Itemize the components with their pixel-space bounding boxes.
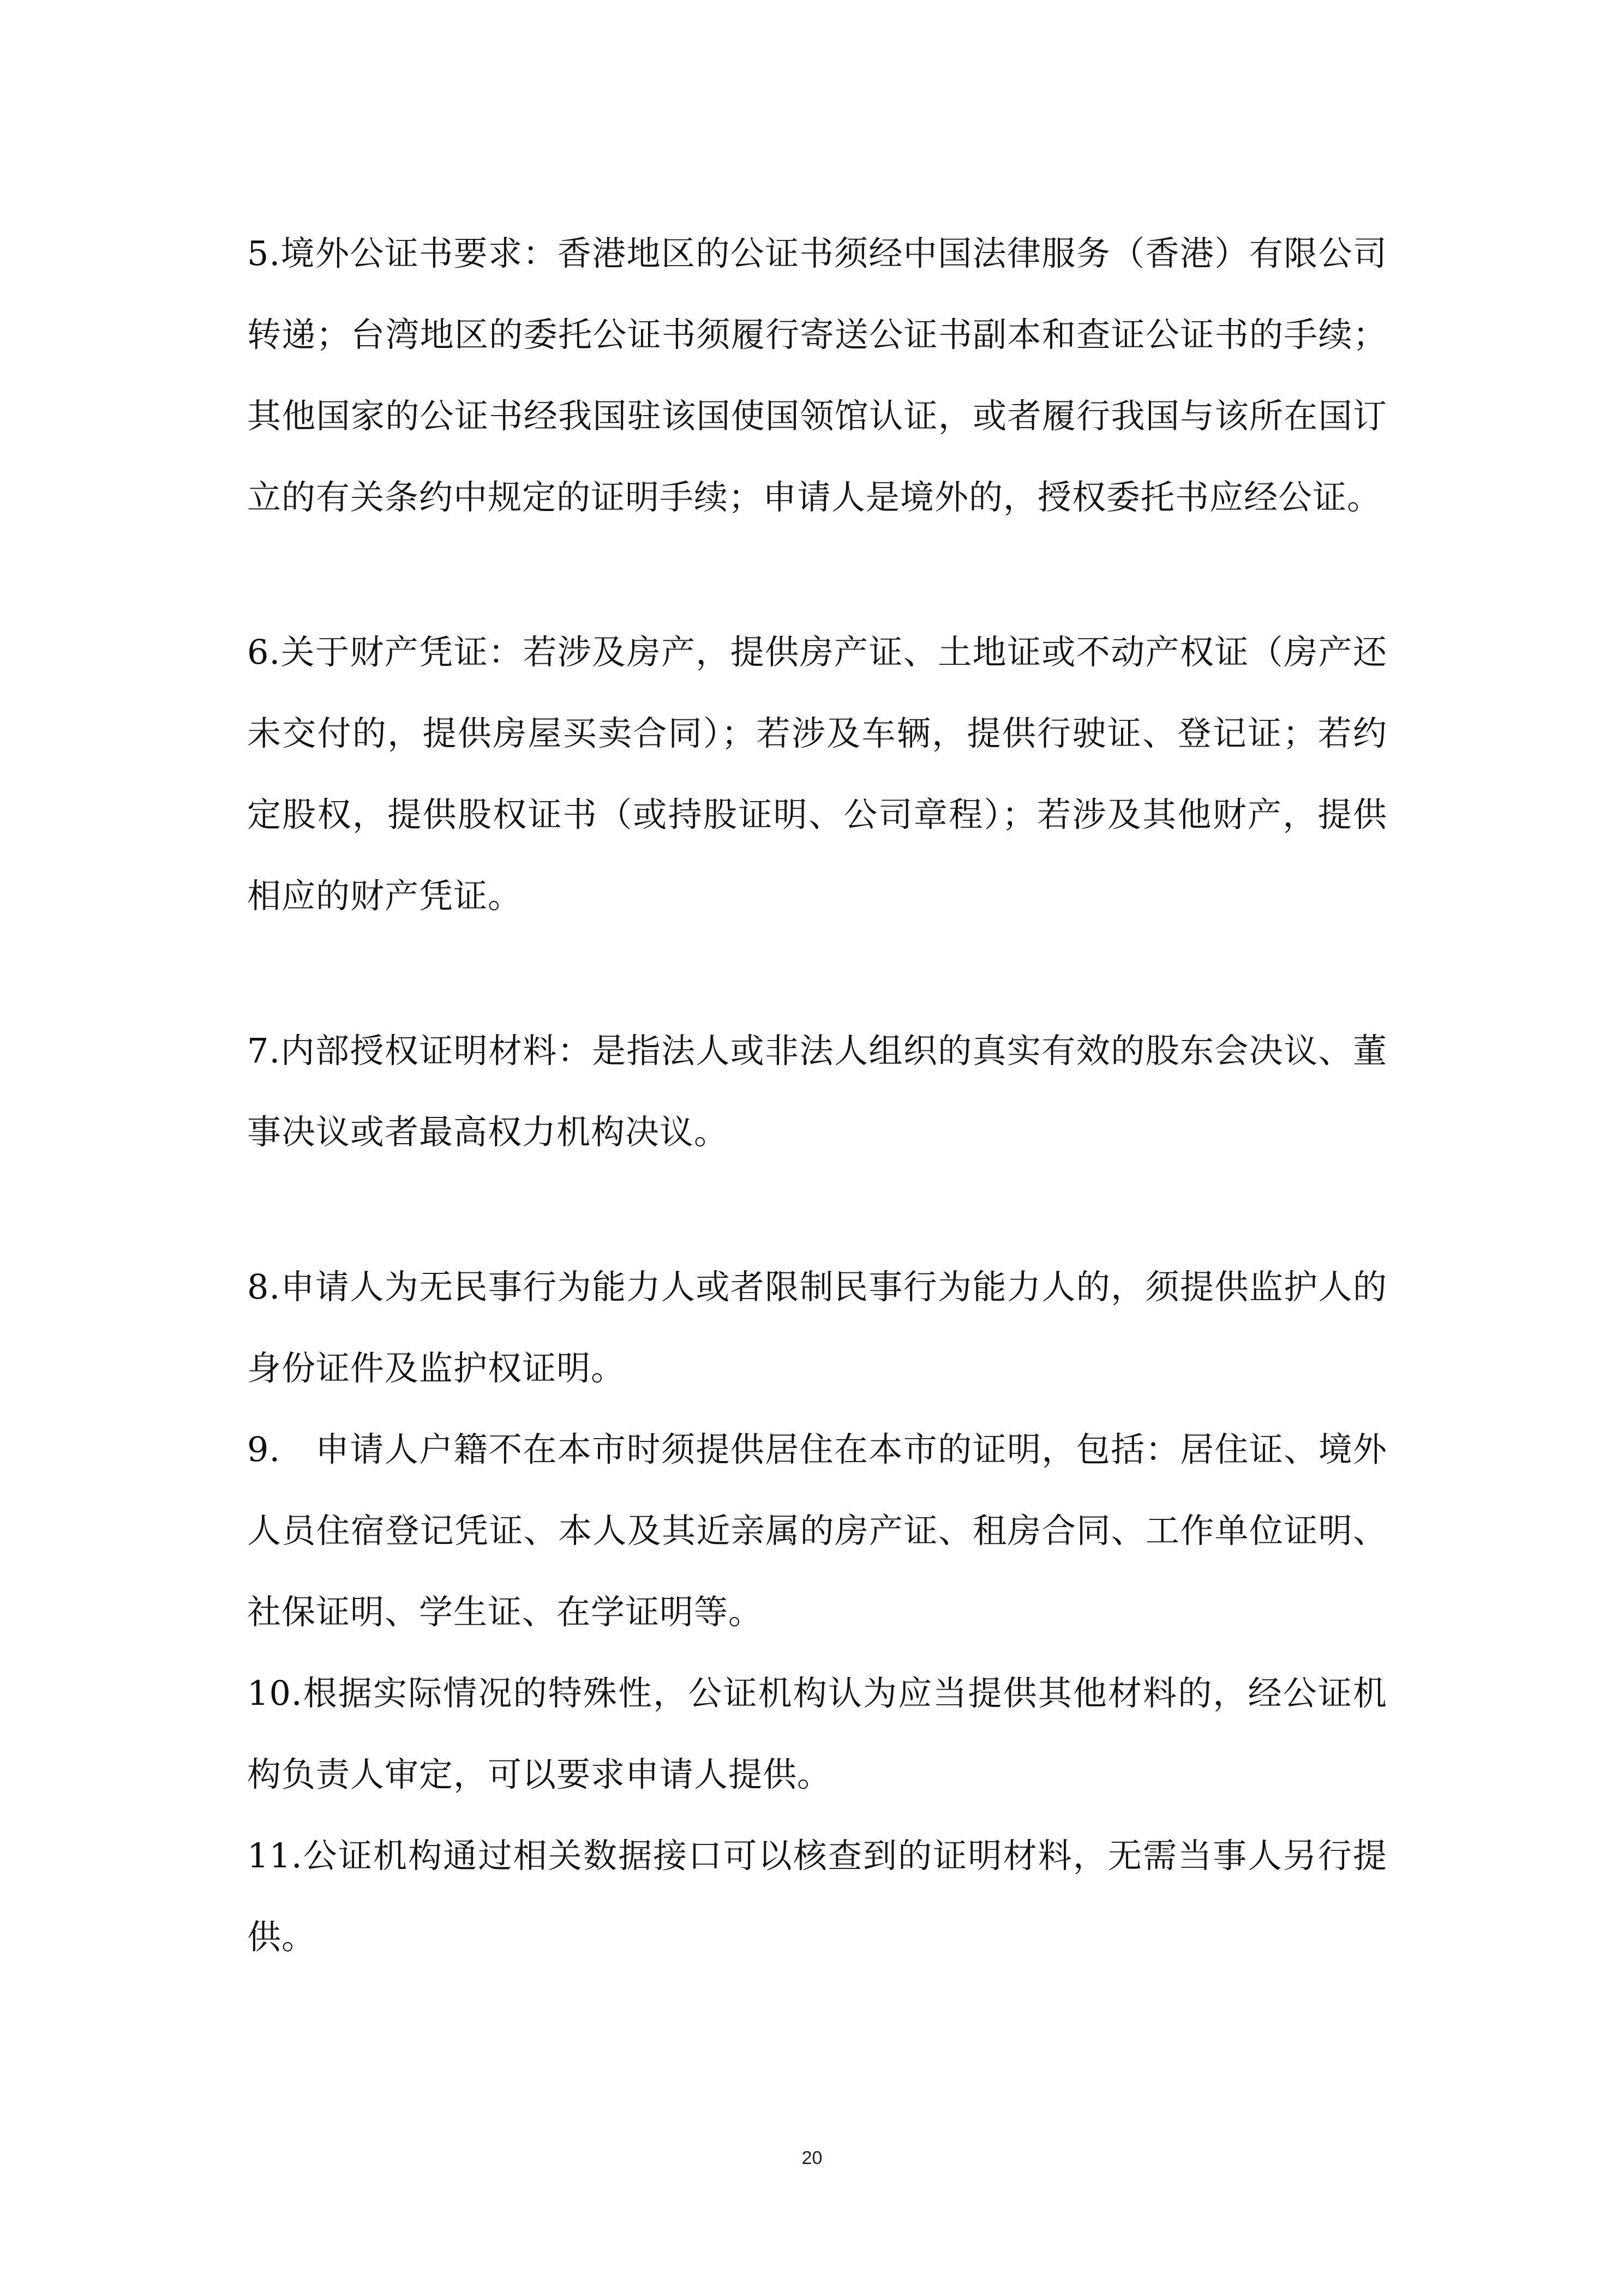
- paragraph-item-9: 9. 申请人户籍不在本市时须提供居住在本市的证明，包括：居住证、境外人员住宿登记凭证、本人及其近亲属的房产证、租房合同、工作单位证明、社保证明、学生证、在学证明等。: [247, 1429, 1387, 1632]
- paragraph-item-11: 11.公证机构通过相关数据接口可以核查到的证明材料，无需当事人另行提供。: [247, 1836, 1387, 1957]
- paragraph-item-6: 6.关于财产凭证：若涉及房产，提供房产证、土地证或不动产权证（房产还未交付的，提供房屋买卖合同）；若涉及车辆，提供行驶证、登记证；若约定股权，提供股权证书（或持股证明、公司章程）；若涉及其他财产，提供相应的财产凭证。: [247, 632, 1387, 916]
- document-body: [247, 213, 1387, 1978]
- paragraph-item-5: 5.境外公证书要求：香港地区的公证书须经中国法律服务（香港）有限公司转递；台湾地区的委托公证书须履行寄送公证书副本和查证公证书的手续；其他国家的公证书经我国驻该国使国领馆认证，或者履行我国与该所在国订立的有关条约中规定的证明手续；申请人是境外的，授权委托书应经公证。: [247, 233, 1387, 517]
- page-number: 20: [801, 2148, 823, 2168]
- paragraph-item-7: 7.内部授权证明材料：是指法人或非法人组织的真实有效的股东会决议、董事决议或者最高权力机构决议。: [247, 1031, 1387, 1152]
- paragraph-item-10: 10.根据实际情况的特殊性，公证机构认为应当提供其他材料的，经公证机构负责人审定，可以要求申请人提供。: [247, 1673, 1387, 1794]
- paragraph-item-8: 8.申请人为无民事行为能力人或者限制民事行为能力人的，须提供监护人的身份证件及监护权证明。: [247, 1267, 1387, 1388]
